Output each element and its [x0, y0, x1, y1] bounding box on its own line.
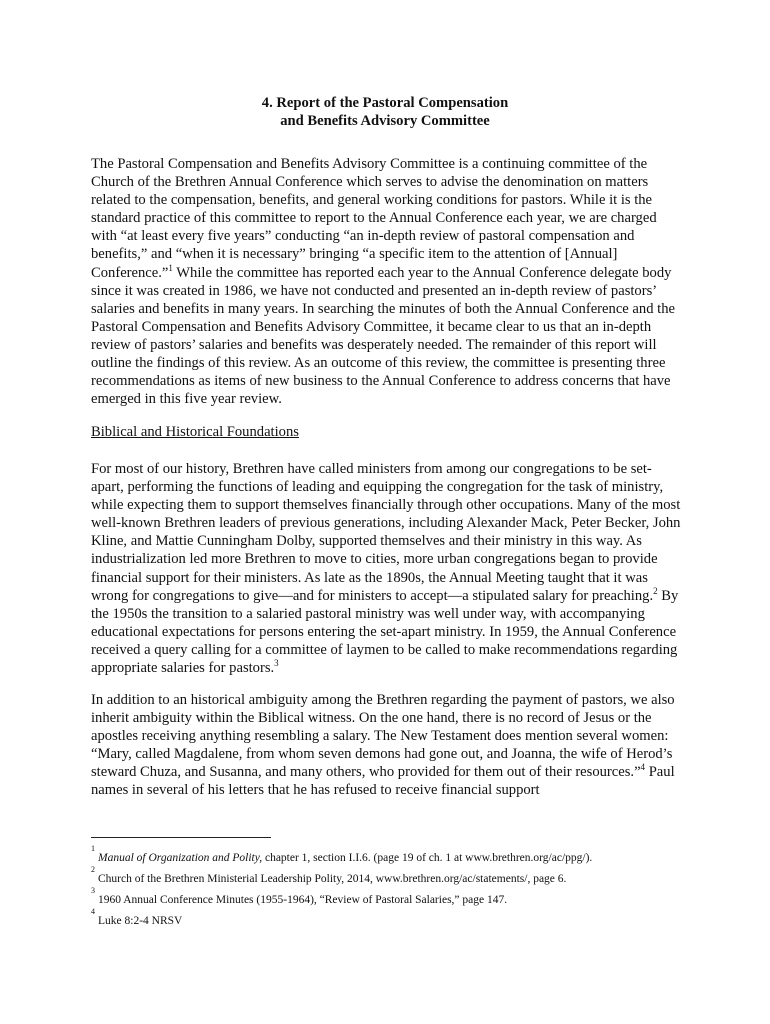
footnote-body: Luke 8:2-4 NRSV — [98, 915, 183, 927]
footnote-number: 2 — [91, 865, 95, 874]
footnote — [91, 907, 691, 928]
text-run: By the 1950s the transition to a salaried pastoral ministry was well under way, with accompanying educational expectations for persons entering the set-apart ministry. In 1959, the Annual Conference received a query calling for a committee of laymen to be called to make recommendations regarding appropriate salaries for pastors. — [91, 587, 679, 677]
footnote-text — [98, 894, 507, 906]
footnote-number: 1 — [91, 844, 95, 853]
text-run: Paul names in several of his letters that he has refused to receive financial support — [91, 764, 675, 799]
report-title — [0, 94, 770, 130]
history-paragraph — [91, 460, 683, 677]
footnote-body: Church of the Brethren Ministerial Leadership Polity, 2014, www.brethren.org/ac/statements/, page 6. — [98, 873, 567, 885]
footnote-ref: 2 — [653, 585, 658, 596]
text-run: While the committee has reported each year to the Annual Conference delegate body since it was created in 1986, we have not conducted and presented an in-depth review of pastors’ salaries and benefits in many years. In searching the minutes of both the Annual Conference and the Pastoral Compensation and Benefits Advisory Committee, it became clear to us that an in-depth review of pastors’ salaries and benefits was desperately needed. The remainder of this report will outline the findings of this review. As an outcome of this review, the committee is presenting three recommendations as items of new business to the Annual Conference to address concerns that have emerged in this five year review. — [91, 264, 675, 408]
intro-paragraph — [91, 155, 683, 408]
footnote-number: 4 — [91, 907, 95, 916]
footnote-text — [98, 873, 566, 885]
footnote-italic: Manual of Organization and Polity, — [98, 852, 263, 864]
footnotes — [91, 844, 691, 928]
footnote-text — [98, 915, 182, 927]
title-line-1: 4. Report of the Pastoral Compensation — [261, 95, 509, 111]
footnote-body: 1960 Annual Conference Minutes (1955-1964), “Review of Pastoral Salaries,” page 147. — [98, 894, 508, 906]
footnote-ref: 4 — [640, 762, 646, 773]
title-line-2: and Benefits Advisory Committee — [280, 113, 490, 129]
footnote-text — [98, 852, 592, 864]
text-run: For most of our history, Brethren have called ministers from among our congregations to be set-apart, performing the functions of leading and equipping the congregation for the task of ministry, while expecting them to support themselves financially through other occupations. Many of the most well-known Brethren leaders of previous generations, including Alexander Mack, Peter Becker, John Kline, and Mattie Cunningham Dolby, supported themselves and their ministry in this way. As industrialization led more Brethren to move to cities, more urban congregations began to provide financial support for their ministers. As late as the 1890s, the Annual Meeting taught that it was wrong for congregations to give—and for ministers to accept—a stipulated salary for preaching. — [91, 461, 681, 604]
footnote — [91, 844, 691, 865]
footnote-ref: 1 — [168, 262, 173, 273]
footnote-body: chapter 1, section I.I.6. (page 19 of ch. 1 at www.brethren.org/ac/ppg/). — [262, 852, 593, 864]
footnote — [91, 886, 691, 907]
biblical-paragraph — [91, 691, 683, 800]
footnote-divider — [91, 837, 271, 838]
footnote-number: 3 — [91, 886, 95, 895]
footnote-ref: 3 — [274, 658, 279, 669]
text-run: The Pastoral Compensation and Benefits Advisory Committee is a continuing committee of the Church of the Brethren Annual Conference which serves to advise the denomination on matters related to the compensation, benefits, and general working conditions for pastors. While it is the standard practice of this committee to report to the Annual Conference each year, we are charged with “at least every five years” conducting “an in-depth review of pastoral compensation and benefits,” and “when it is necessary” bringing “a specific item to the attention of [Annual] Conference.” — [91, 156, 657, 281]
text-run: In addition to an historical ambiguity among the Brethren regarding the payment of pastors, we also inherit ambiguity within the Biblical witness. On the one hand, there is no record of Jesus or the apostles receiving anything resembling a salary. The New Testament does mention several women: “Mary, called Magdalene, from whom seven demons had gone out, and Joanna, the wife of Herod’s steward Chuza, and Susanna, and many others, who provided for them out of their resources.” — [91, 692, 675, 781]
footnote — [91, 865, 691, 886]
section-heading: Biblical and Historical Foundations — [91, 424, 299, 440]
